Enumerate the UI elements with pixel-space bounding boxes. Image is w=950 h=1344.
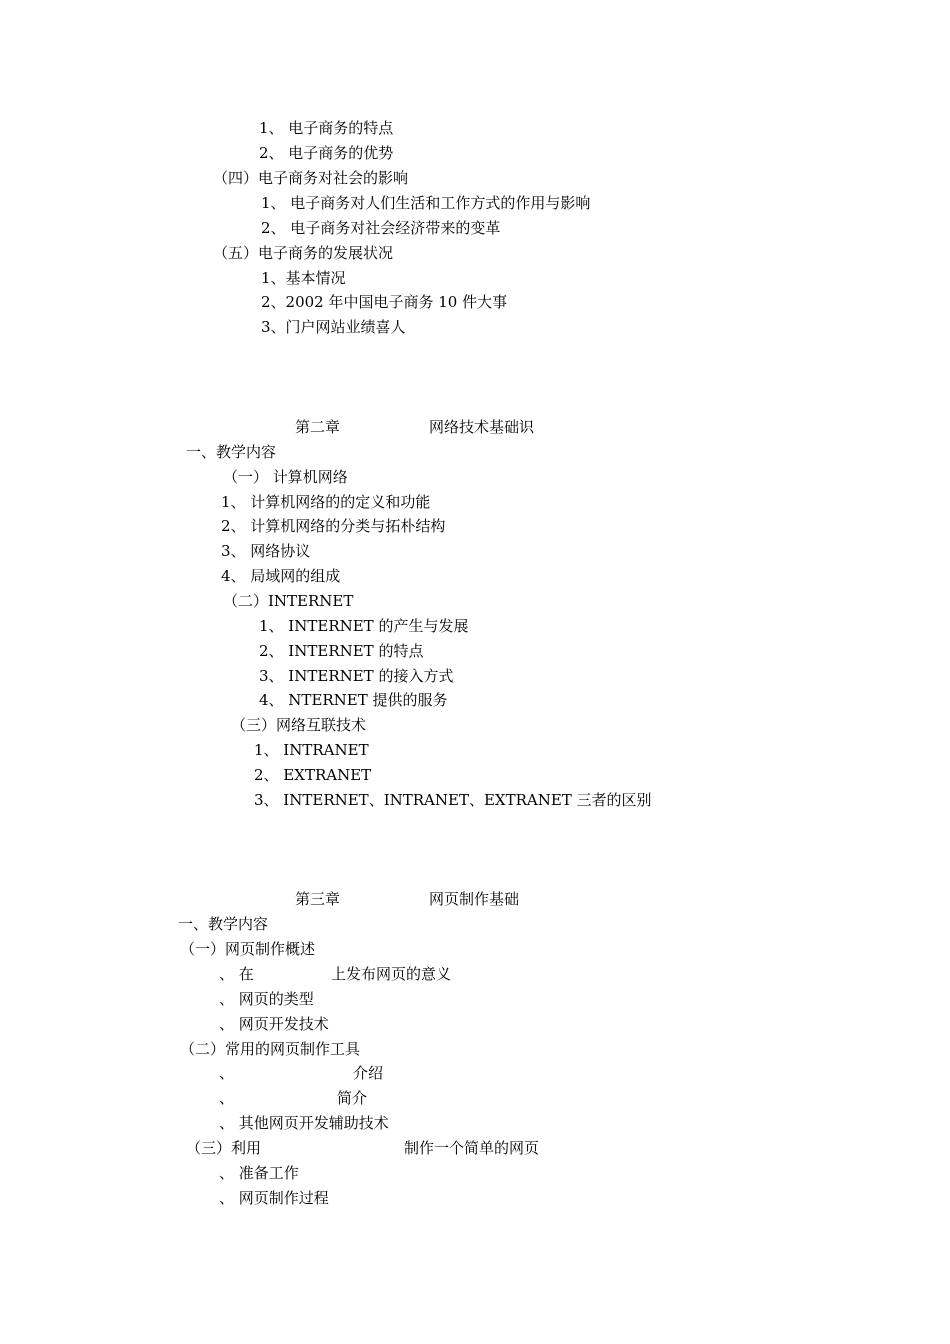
outline-item: 、 网页制作过程: [219, 1189, 329, 1207]
subsection-heading: （二）INTERNET: [223, 592, 354, 610]
outline-item-prefix: 、: [219, 1089, 235, 1107]
outline-item-prefix: 、 在: [219, 965, 254, 983]
outline-item: 2、 电子商务的优势: [259, 144, 394, 162]
outline-item: 3、 INTERNET 的接入方式: [259, 667, 454, 685]
outline-item: 1、 电子商务的特点: [259, 119, 394, 137]
outline-item: 2、2002 年中国电子商务 10 件大事: [261, 293, 508, 311]
outline-item: 1、基本情况: [261, 269, 346, 287]
outline-item: 1、 计算机网络的的定义和功能: [221, 493, 431, 511]
outline-item: 1、 电子商务对人们生活和工作方式的作用与影响: [261, 194, 591, 212]
subsection-heading: （一） 计算机网络: [223, 468, 348, 486]
outline-item-suffix: 介绍: [353, 1064, 384, 1082]
outline-item: 1、 INTERNET 的产生与发展: [259, 617, 469, 635]
outline-item-suffix: 上发布网页的意义: [331, 965, 452, 983]
outline-item-prefix: 、: [219, 1064, 235, 1082]
outline-item: 2、 计算机网络的分类与拓朴结构: [221, 517, 446, 535]
subsection-heading-prefix: （三）利用: [186, 1139, 262, 1157]
chapter-title: 网页制作基础: [429, 890, 520, 908]
outline-item: 3、 网络协议: [221, 542, 311, 560]
outline-item: 、 网页的类型: [219, 990, 314, 1008]
outline-item: 3、 INTERNET、INTRANET、EXTRANET 三者的区别: [254, 791, 652, 809]
outline-item: 、 网页开发技术: [219, 1015, 329, 1033]
chapter-label: 第三章: [295, 890, 341, 908]
outline-item: 4、 局域网的组成: [221, 567, 341, 585]
subsection-heading: （三）网络互联技术: [231, 716, 367, 734]
chapter-title: 网络技术基础识: [429, 418, 535, 436]
outline-item: 2、 INTERNET 的特点: [259, 642, 424, 660]
outline-item: 2、 EXTRANET: [254, 766, 372, 784]
outline-item: 2、 电子商务对社会经济带来的变革: [261, 219, 501, 237]
outline-item-suffix: 简介: [337, 1089, 368, 1107]
subsection-heading: （二）常用的网页制作工具: [180, 1040, 361, 1058]
outline-item: 1、 INTRANET: [254, 741, 369, 759]
subsection-heading-suffix: 制作一个简单的网页: [404, 1139, 540, 1157]
content-heading: 一、教学内容: [178, 915, 269, 933]
outline-item: 、 其他网页开发辅助技术: [219, 1114, 389, 1132]
outline-item: 4、 NTERNET 提供的服务: [259, 691, 448, 709]
outline-item: 、 准备工作: [219, 1164, 299, 1182]
content-heading: 一、教学内容: [186, 443, 277, 461]
chapter-label: 第二章: [295, 418, 341, 436]
subsection-heading: （一）网页制作概述: [180, 940, 316, 958]
subsection-heading: （五）电子商务的发展状况: [213, 244, 394, 262]
subsection-heading: （四）电子商务对社会的影响: [213, 169, 409, 187]
outline-item: 3、门户网站业绩喜人: [261, 318, 406, 336]
